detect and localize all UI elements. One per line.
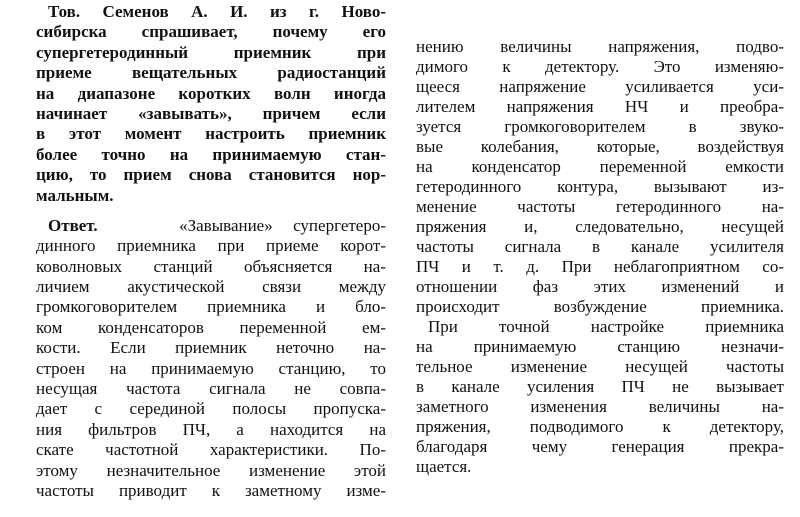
text-line: динного приемника при приеме корот- <box>36 236 386 256</box>
text-line: димого к детектору. Это изменяю- <box>416 57 784 76</box>
text-line: личием акустической связи между <box>36 277 386 297</box>
text-line: на диапазоне коротких волн иногда <box>36 83 386 103</box>
text-line: ком конденсаторов переменной ем- <box>36 317 386 337</box>
text-line: щается. <box>416 457 472 476</box>
text-line: громкоговорителем приемника и бло- <box>36 297 386 317</box>
text-line: ПЧ и т. д. При неблагоприятном со- <box>416 257 784 276</box>
text-line: менение частоты гетеродинного на- <box>416 197 784 216</box>
text-line: заметного изменения величины на- <box>416 397 784 416</box>
text-line: щееся напряжение усиливается уси- <box>416 77 784 96</box>
text-line: нению величины напряжения, подво- <box>416 37 784 56</box>
answer-first-line-text: «Завывание» супергетеро- <box>179 215 386 235</box>
text-line: в этот момент настроить приемник <box>36 124 386 144</box>
text-line: в канале усиления ПЧ не вызывает <box>416 377 784 396</box>
question-paragraph <box>36 2 386 206</box>
text-line: зуется громкоговорителем в звуко- <box>416 117 784 136</box>
right-column <box>416 37 784 477</box>
text-line: пряжения и, следовательно, несущей <box>416 217 784 236</box>
text-line: происходит возбуждение приемника. <box>416 297 784 316</box>
text-line: лителем напряжения НЧ и преобра- <box>416 97 784 116</box>
text-line: пряжения, подводимого к детектору, <box>416 417 784 436</box>
text-line: гетеродинного контура, вызывают из- <box>416 177 784 196</box>
text-line: скате частотной характеристики. По- <box>36 440 386 460</box>
text-line: строен на принимаемую станцию, то <box>36 358 386 378</box>
text-line: кости. Если приемник неточно на- <box>36 338 386 358</box>
text-line: дает с серединой полосы пропуска- <box>36 399 386 419</box>
answer-first-line <box>36 216 386 236</box>
text-line: начинает «завывать», причем если <box>36 103 386 123</box>
answer-paragraph-right <box>416 37 784 317</box>
text-line: вые колебания, которые, воздействуя <box>416 137 784 156</box>
text-line: ния фильтров ПЧ, а находится на <box>36 419 386 439</box>
answer-paragraph-left <box>36 236 386 501</box>
text-line: благодаря чему генерация прекра- <box>416 437 784 456</box>
text-line: на принимаемую станцию незначи- <box>416 337 784 356</box>
text-line: тельное изменение несущей частоты <box>416 357 784 376</box>
text-line: Тов. Семенов А. И. из г. Ново- <box>48 2 386 21</box>
text-line: частоты сигнала в канале усилителя <box>416 237 784 256</box>
text-line: приеме вещательных радиостанций <box>36 63 386 83</box>
text-line: сибирска спрашивает, почему его <box>36 22 386 42</box>
text-line: более точно на принимаемую стан- <box>36 144 386 164</box>
text-line: супергетеродинный приемник при <box>36 42 386 62</box>
text-line: несущая частота сигнала не совпа- <box>36 379 386 399</box>
text-line: мальным. <box>36 185 114 205</box>
text-line: частоты приводит к заметному изме- <box>36 480 386 500</box>
text-line: При точной настройке приемника <box>428 317 784 336</box>
paragraph-gap <box>36 206 386 216</box>
text-line: отношении фаз этих изменений и <box>416 277 784 296</box>
answer-second-paragraph <box>416 317 784 477</box>
answer-label: Ответ. <box>48 215 98 235</box>
left-column <box>36 2 386 501</box>
text-line: этому незначительное изменение этой <box>36 460 386 480</box>
text-line: цию, то прием снова становится нор- <box>36 165 386 185</box>
text-line: коволновых станций объясняется на- <box>36 256 386 276</box>
text-line: на конденсатор переменной емкости <box>416 157 784 176</box>
